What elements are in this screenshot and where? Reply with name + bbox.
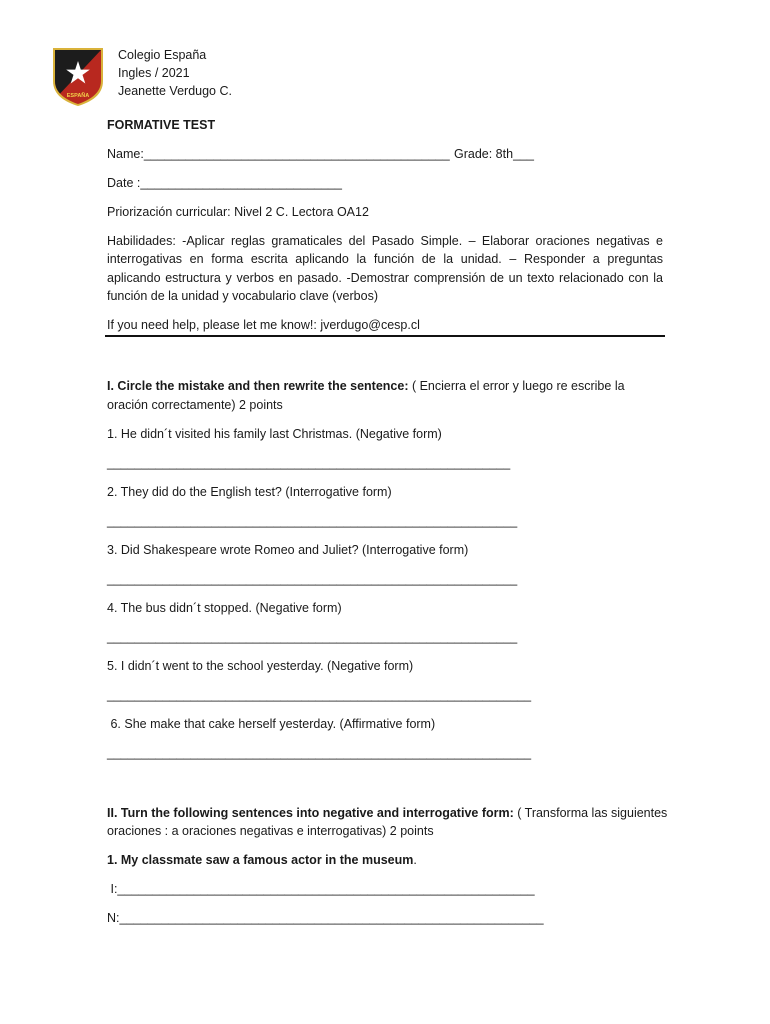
name-field[interactable]: Name:____________________________________________ — [107, 147, 450, 161]
negative-answer-line[interactable]: N:_____________________________________________________________ — [107, 911, 544, 925]
date-field[interactable]: Date :_____________________________ — [107, 176, 342, 190]
test-title: FORMATIVE TEST — [107, 118, 216, 132]
section-2-heading-bold: II. Turn the following sentences into negative and interrogative form: — [107, 806, 514, 820]
section-1-heading-rest: ( Encierra el error y luego re escribe la — [408, 379, 625, 393]
skills-paragraph: Habilidades: -Aplicar reglas gramaticales del Pasado Simple. – Elaborar oraciones negativas e interrogativas en forma escrita aplicando la función de la unidad. – Responder a preguntas aplicando estructura y verbos en pasado. -Demostrar comprensión de un texto relacionado con la función de la unidad y vocabulario clave (verbos) — [107, 234, 663, 303]
question-3: 3. Did Shakespeare wrote Romeo and Juliet? (Interrogative form) — [107, 543, 469, 557]
school-name: Colegio España — [118, 48, 207, 62]
section-2-heading-rest: ( Transforma las siguientes — [513, 806, 668, 820]
exercise-2-sentence-end: . — [413, 853, 417, 867]
question-1: 1. He didn´t visited his family last Christmas. (Negative form) — [107, 427, 442, 441]
answer-line-2[interactable]: ___________________________________________________________ — [107, 514, 518, 528]
grade-field[interactable]: Grade: 8th___ — [454, 147, 534, 161]
question-4: 4. The bus didn´t stopped. (Negative form) — [107, 601, 342, 615]
interrogative-answer-line[interactable]: I:____________________________________________________________ — [107, 882, 535, 896]
question-2: 2. They did do the English test? (Interrogative form) — [107, 485, 392, 499]
exercise-2-item-1 — [107, 852, 417, 868]
section-2-heading — [107, 805, 667, 821]
answer-line-3[interactable]: ___________________________________________________________ — [107, 572, 518, 586]
section-1-heading — [107, 378, 625, 394]
question-5: 5. I didn´t went to the school yesterday. (Negative form) — [107, 659, 414, 673]
section-divider — [105, 335, 665, 337]
answer-line-6[interactable]: _____________________________________________________________ — [107, 746, 532, 760]
answer-line-1[interactable]: __________________________________________________________ — [107, 456, 511, 470]
course-year: Ingles / 2021 — [118, 66, 190, 80]
curriculum-priority: Priorización curricular: Nivel 2 C. Lectora OA12 — [107, 205, 369, 219]
question-6: 6. She make that cake herself yesterday. (Affirmative form) — [107, 717, 436, 731]
answer-line-4[interactable]: ___________________________________________________________ — [107, 630, 518, 644]
logo-text: ESPAÑA — [66, 93, 90, 99]
teacher-name: Jeanette Verdugo C. — [118, 84, 232, 98]
section-1-heading-line2: oración correctamente) 2 points — [107, 398, 283, 412]
answer-line-5[interactable]: _____________________________________________________________ — [107, 688, 532, 702]
exercise-2-sentence: 1. My classmate saw a famous actor in the museum — [107, 853, 414, 867]
section-2-heading-line2: oraciones : a oraciones negativas e interrogativas) 2 points — [107, 824, 434, 838]
help-line: If you need help, please let me know!: jverdugo@cesp.cl — [107, 318, 420, 332]
school-logo — [52, 47, 104, 107]
section-1-heading-bold: I. Circle the mistake and then rewrite the sentence: — [107, 379, 409, 393]
